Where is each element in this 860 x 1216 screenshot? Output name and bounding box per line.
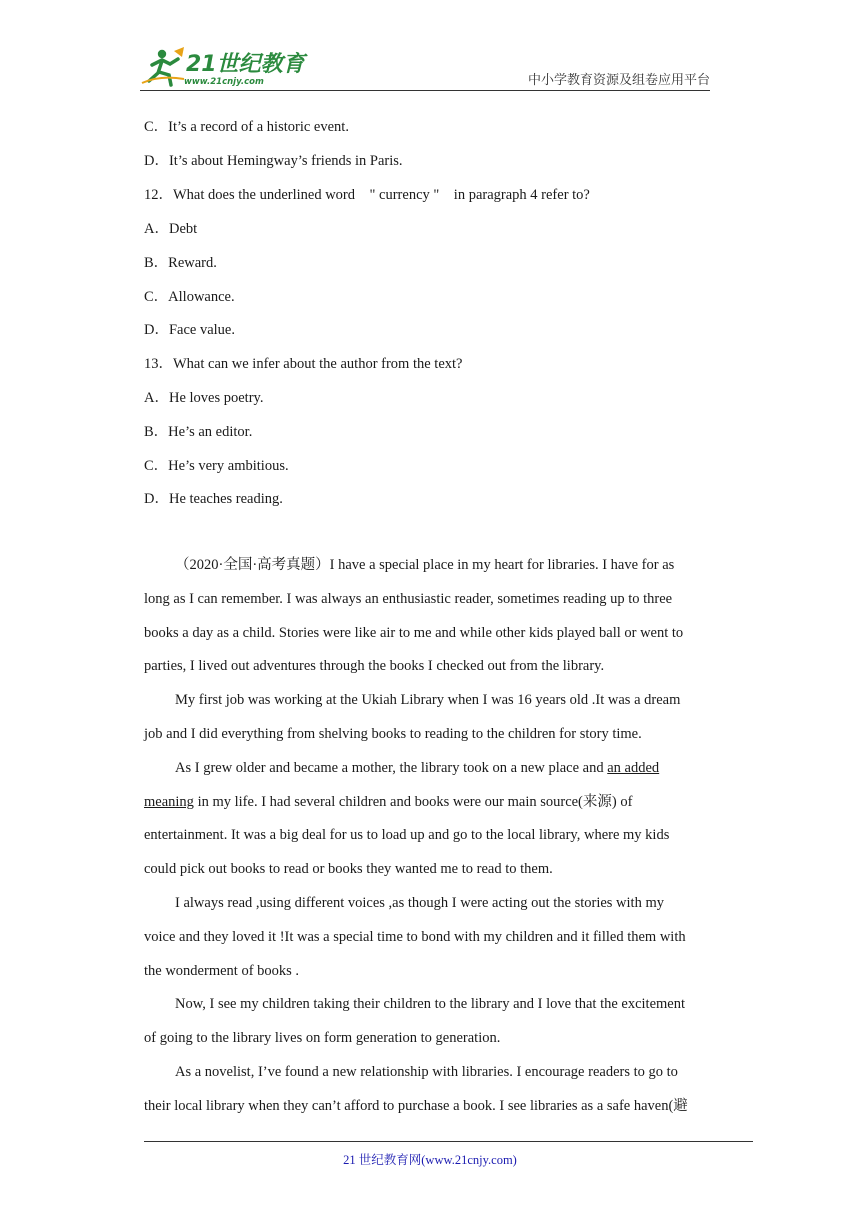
- passage-p1-line: （2020·全国·高考真题）I have a special place in my heart for libraries. I have for as: [175, 557, 675, 573]
- reading-passage: [144, 549, 716, 1124]
- logo-url: www.21cnjy.com: [184, 77, 264, 87]
- option-d-q11: D．It’s about Hemingway’s friends in Paris.: [144, 153, 403, 169]
- passage-p1-line: books a day as a child. Stories were like air to me and while other kids played ball or went to: [144, 624, 684, 641]
- option-a-q12: A．Debt: [144, 221, 198, 237]
- passage-p3-text: in my life. I had several children and books were our main source(来源) of: [193, 793, 633, 810]
- underlined-phrase: an added: [607, 759, 660, 776]
- passage-p5-line: Now, I see my children taking their children to the library and I love that the excitement: [175, 996, 686, 1013]
- option-b-q12: B．Reward.: [144, 255, 217, 271]
- passage-p3-text: As I grew older and became a mother, the library took on a new place and: [175, 759, 608, 776]
- passage-p1-line: long as I can remember. I was always an enthusiastic reader, sometimes reading up to three: [144, 590, 673, 607]
- passage-p1-line: parties, I lived out adventures through the books I checked out from the library.: [144, 658, 605, 675]
- option-d-q13: D．He teaches reading.: [144, 491, 283, 507]
- footer-link[interactable]: 21 世纪教育网(www.21cnjy.com): [343, 1153, 517, 1167]
- passage-p4-line: I always read ,using different voices ,as though I were acting out the stories with my: [175, 894, 664, 911]
- option-c-q11: C．It’s a record of a historic event.: [144, 119, 349, 135]
- option-c-q12: C．Allowance.: [144, 289, 235, 305]
- passage-p3-line: could pick out books to read or books they wanted me to read to them.: [144, 861, 553, 878]
- option-c-q13: C．He’s very ambitious.: [144, 458, 289, 474]
- passage-p4-line: the wonderment of books .: [144, 962, 300, 979]
- option-d-q12: D．Face value.: [144, 322, 235, 338]
- passage-p5-line: of going to the library lives on form generation to generation.: [144, 1030, 501, 1047]
- logo-text: 21世纪教育: [186, 52, 305, 77]
- platform-title: 中小学教育资源及组卷应用平台: [527, 73, 710, 88]
- passage-p3-line: [144, 786, 716, 820]
- underlined-phrase: meaning: [144, 793, 194, 810]
- passage-p3-line: entertainment. It was a big deal for us to load up and go to the local library, where my kids: [144, 827, 670, 844]
- passage-p6-line: As a novelist, I’ve found a new relationship with libraries. I encourage readers to go to: [175, 1063, 678, 1080]
- page-header: [140, 40, 710, 91]
- option-b-q13: B．He’s an editor.: [144, 424, 253, 440]
- passage-p4-line: voice and they loved it !It was a special time to bond with my children and it filled them with: [144, 928, 686, 945]
- runner-logo-icon: [140, 45, 188, 89]
- passage-p2-line: My first job was working at the Ukiah Library when I was 16 years old .It was a dream: [175, 692, 681, 709]
- footer-divider: [144, 1141, 753, 1142]
- site-logo[interactable]: [140, 45, 310, 90]
- passage-p2-line: job and I did everything from shelving books to reading to the children for story time.: [144, 725, 642, 742]
- option-a-q13: A．He loves poetry.: [144, 390, 264, 406]
- question-13: 13．What can we infer about the author from the text?: [144, 356, 463, 372]
- question-12: 12．What does the underlined word " currency " in paragraph 4 refer to?: [144, 187, 590, 203]
- passage-p6-line: their local library when they can’t afford to purchase a book. I see libraries as a safe haven(避: [144, 1097, 688, 1114]
- passage-p3-line: [144, 752, 716, 786]
